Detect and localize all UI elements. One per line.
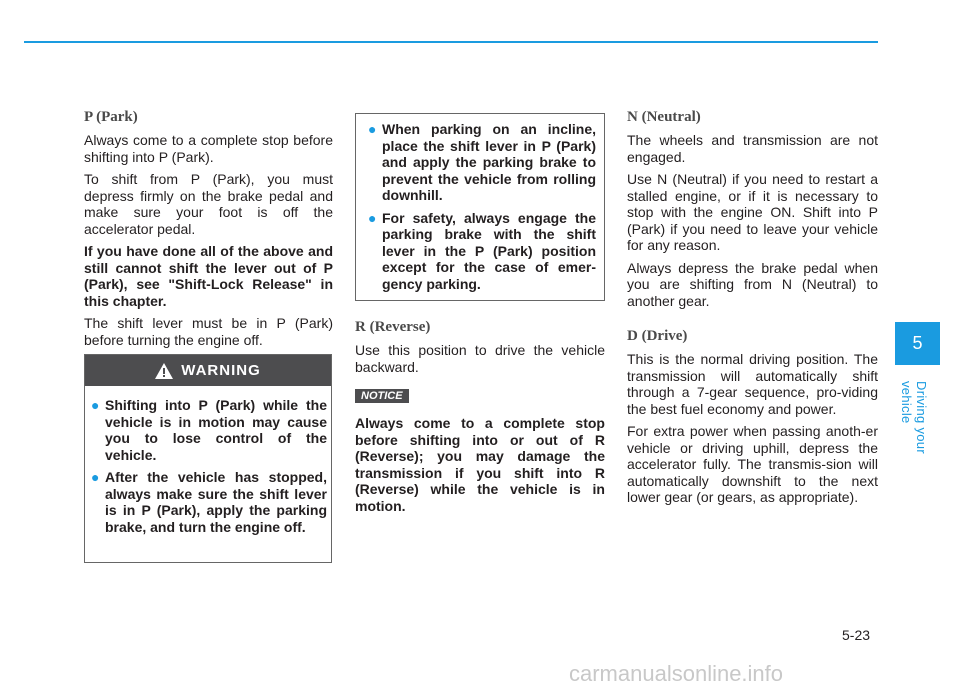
column-park xyxy=(84,108,333,354)
neutral-heading: N (Neutral) xyxy=(627,109,701,125)
watermark: carmanualsonline.info xyxy=(569,661,784,686)
chapter-title: Driving your vehicle xyxy=(899,381,929,454)
warning-title: WARNING xyxy=(181,362,261,379)
chapter-tab xyxy=(895,322,940,365)
bullet-dot-icon: ● xyxy=(91,397,100,413)
warning-item-text: After the vehicle has stopped, always make sure the shift lever is in P (Park), apply the parking brake, and turn the engine off. xyxy=(105,469,327,535)
warning-box xyxy=(84,354,332,563)
caution-item xyxy=(364,121,596,204)
caution-item-text: When parking on an incline, place the shift lever in P (Park) and apply the parking brake to prevent the vehicle from rolling downhill. xyxy=(382,121,596,203)
park-paragraph-1: Always come to a complete stop before shifting into P (Park). xyxy=(84,132,333,165)
warning-list xyxy=(85,397,327,541)
top-rule xyxy=(24,41,878,43)
drive-paragraph-2: For extra power when passing anoth-er vehicle or driving uphill, depress the accelerator fully. The transmis-sion will automatically downshift to the next lower gear (or gears, as appropriate). xyxy=(627,423,878,505)
neutral-paragraph-1: The wheels and transmission are not engaged. xyxy=(627,132,878,165)
park-heading: P (Park) xyxy=(84,109,138,125)
drive-paragraph-1: This is the normal driving position. The transmission will automatically shift through a 7-gear sequence, pro-viding the best fuel economy and power. xyxy=(627,351,878,417)
caution-item-text: For safety, always engage the parking brake with the shift lever in the P (Park) position except for the case of emer-gency parking. xyxy=(382,209,596,292)
chapter-number: 5 xyxy=(912,333,923,353)
drive-heading: D (Drive) xyxy=(627,328,688,344)
caution-list xyxy=(364,121,596,292)
notice-text: Always come to a complete stop before shifting into or out of R (Reverse); you may damage the transmission if you shift into R (Reverse) while the vehicle is in motion. xyxy=(355,415,605,514)
page-number: 5-23 xyxy=(842,627,871,643)
bullet-dot-icon: ● xyxy=(368,121,377,137)
warning-item xyxy=(87,397,327,463)
warning-header xyxy=(85,355,331,386)
park-paragraph-4: The shift lever must be in P (Park) before turning the engine off. xyxy=(84,315,333,348)
park-paragraph-2: To shift from P (Park), you must depress firmly on the brake pedal and make sure your foot is off the accelerator pedal. xyxy=(84,171,333,237)
park-paragraph-3: If you have done all of the above and still cannot shift the lever out of P (Park), see "Shift-Lock Release" in this chapter. xyxy=(84,243,333,309)
notice-badge: NOTICE xyxy=(355,389,409,403)
bullet-dot-icon: ● xyxy=(368,209,377,226)
caution-box xyxy=(355,113,605,301)
column-neutral-drive xyxy=(627,108,878,512)
warning-triangle-icon xyxy=(155,363,173,379)
neutral-paragraph-3: Always depress the brake pedal when you are shifting from N (Neutral) to another gear. xyxy=(627,259,878,309)
caution-item xyxy=(364,210,596,293)
column-reverse xyxy=(355,318,605,520)
reverse-heading: R (Reverse) xyxy=(355,319,431,335)
warning-item xyxy=(87,469,327,535)
bullet-dot-icon: ● xyxy=(91,469,100,485)
warning-item-text: Shifting into P (Park) while the vehicle is in motion may cause you to lose control of the vehicle. xyxy=(105,397,327,463)
neutral-paragraph-2: Use N (Neutral) if you need to restart a stalled engine, or if it is necessary to stop with the engine ON. Shift into P (Park) if you need to leave your vehicle for any reason. xyxy=(627,171,878,253)
reverse-paragraph-1: Use this position to drive the vehicle backward. xyxy=(355,342,605,375)
